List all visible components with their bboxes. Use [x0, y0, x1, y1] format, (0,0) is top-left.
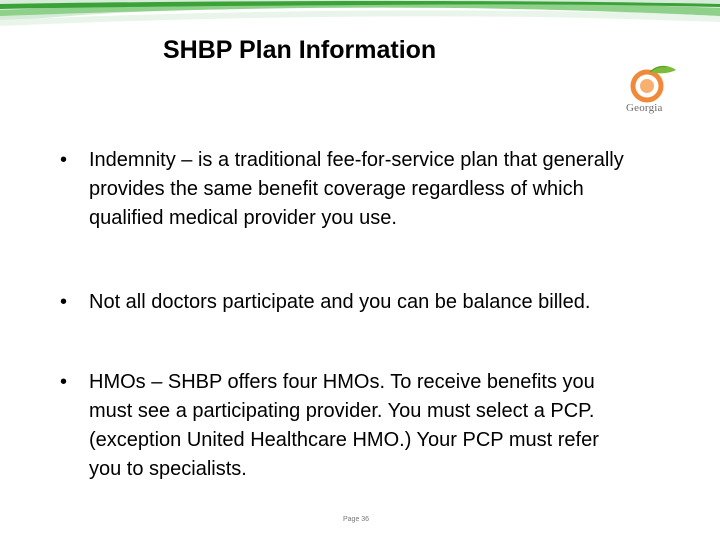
bullet-text: Not all doctors participate and you can be balance billed.	[89, 291, 591, 313]
bullet-text: Indemnity – is a traditional fee-for-service plan that generally provides the same benefit coverage regardless of which qualified medical provider you use.	[89, 149, 624, 229]
bullet-icon: •	[60, 371, 68, 393]
bullet-icon: •	[60, 149, 68, 171]
bullet-icon: •	[60, 291, 68, 313]
page-number: Page 36	[343, 516, 370, 523]
logo-text: Georgia	[626, 102, 663, 114]
bullet-text: HMOs – SHBP offers four HMOs. To receive benefits you must see a participating provider. You must select a PCP. (exception United Healthcare HMO.) Your PCP must refer you to specialists.	[89, 371, 599, 480]
slide-title: SHBP Plan Information	[163, 36, 437, 64]
header-decorative-bands	[0, 0, 720, 40]
